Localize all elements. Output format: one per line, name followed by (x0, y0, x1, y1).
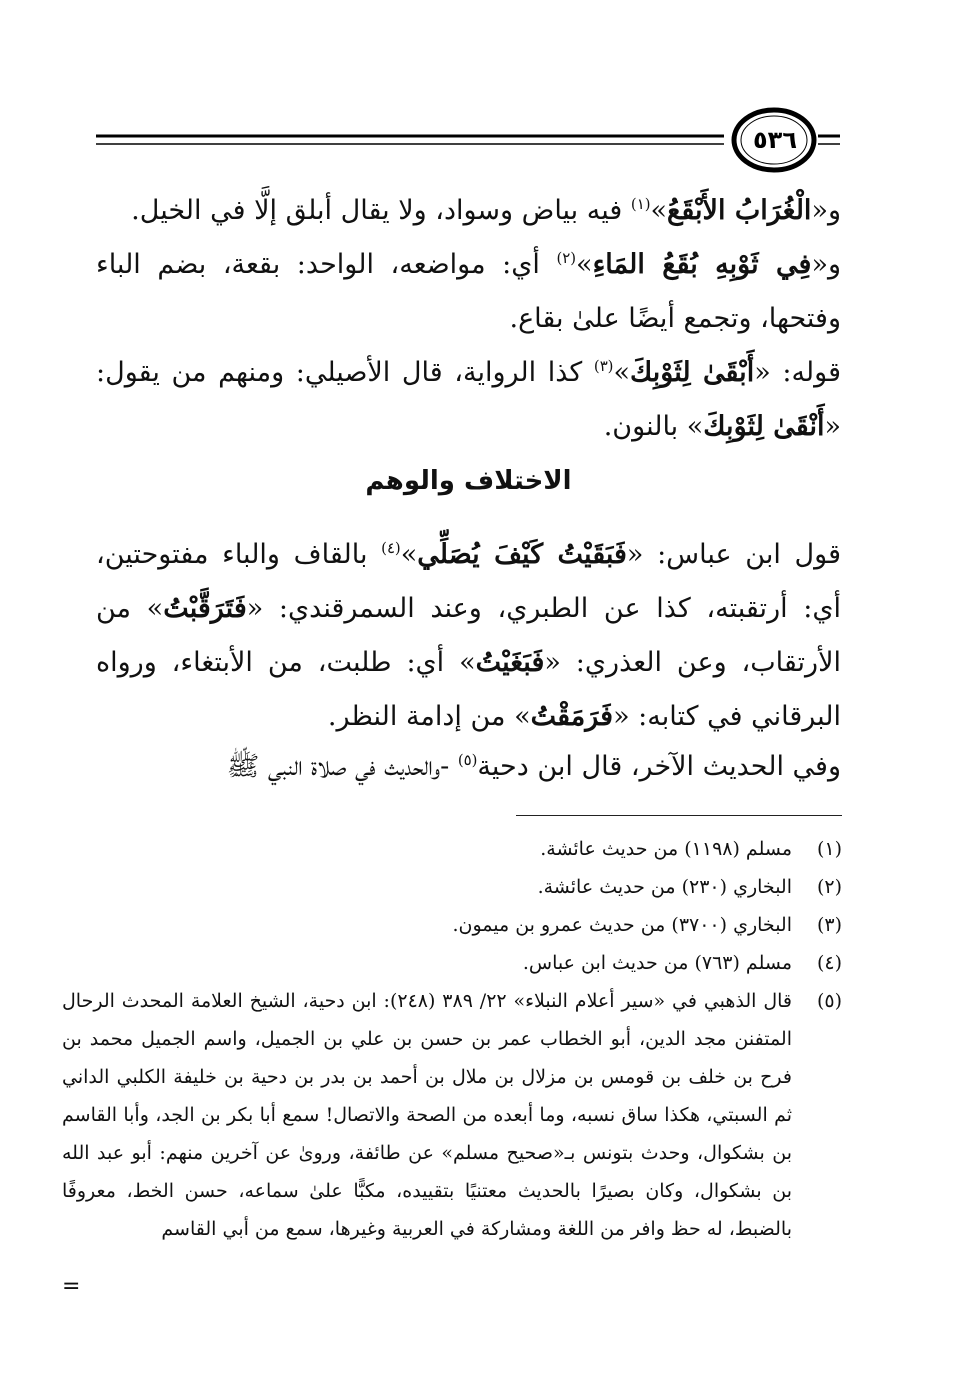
quoted-term: الْغُرَابُ الأَبْقَعُ (667, 195, 812, 226)
footnote-ref: (٣) (593, 357, 614, 375)
paragraph-1: و«الْغُرَابُ الأَبْقَعُ»$^{(١)}$ فيه بياض وسواد، ولا يقال أبلق إلَّا في الخيل. (131, 195, 841, 226)
paragraph-5: وفي الحديث الآخر، قال ابن دحية$^{(٥)}$ -والحديث في صلاة النبي ﷺ (226, 751, 841, 782)
quoted-term: فَبَغَيْتُ (475, 647, 545, 678)
page-number: ٥٣٦ (753, 126, 797, 154)
section-heading: الاختلاف والوهم (365, 466, 572, 496)
quoted-term: أَنْقَىٰ لِثَوْبِكَ (703, 411, 825, 442)
footnote-ref: (٢) (556, 249, 577, 267)
footnote-1 (62, 830, 842, 868)
footnote-3 (62, 906, 842, 944)
footnote-text: مسلم (٧٦٣) من حديث ابن عباس. (522, 952, 792, 974)
paragraph-2: و«فِي ثَوْبِهِ بُقَعُ المَاءِ»$^{(٢)}$ أي: مواضعه، الواحد: بقعة، بضم الباء وفتحها، وتجمع أيضًا علىٰ بقاع. (96, 249, 841, 334)
paragraph-3: قوله: «أَبْقَىٰ لِثَوْبِكَ»$^{(٣)}$ كذا الرواية، قال الأصيلي: ومنهم من يقول: «أَنْقَىٰ لِثَوْبِكَ» بالنون. (96, 357, 842, 442)
footnote-2 (62, 868, 842, 906)
footnote-ref: (٤) (381, 539, 401, 557)
footnote-number: (٥) (816, 990, 842, 1012)
footnote-separator (516, 815, 842, 816)
footnote-number: (١) (816, 838, 842, 860)
quoted-term: أَبْقَىٰ لِثَوْبِكَ (630, 357, 755, 388)
footnote-number: (٣) (816, 914, 842, 936)
footnote-text: البخاري (٣٧٠٠) من حديث عمرو بن ميمون. (452, 914, 792, 936)
footnote-5 (62, 982, 842, 1248)
quoted-term: فَتَرَقَّبْتُ (163, 593, 247, 624)
footnote-text: قال الذهبي في «سير أعلام النبلاء» ٢٢/ ٣٨٩ (٢٤٨): ابن دحية، الشيخ العلامة المحدث الرحال المتفنن مجد الدين، أبو الخطاب عمر بن حسن بن علي بن الجميل، واسم الجميل محمد بن فرح بن خلف بن قومس بن مزلال بن ملال بن أحمد بن بدر بن دحية بن خليفة الكلبي الداني ثم السبتي، هكذا ساق نسبه، وما أبعده من الصحة والاتصال! سمع أبا بكر بن الجد، وأبا القاسم بن بشكوال، وحدث بتونس بـ«صحيح مسلم» عن طائفة، وروىٰ عن آخرين منهم: أبو عبد الله بن بشكوال، وكان بصيرًا بالحديث معتنيًا بتقييده، مكبًّا علىٰ سماعه، حسن الخط، معروفًا بالضبط، له حظ وافر من اللغة ومشاركة في العربية وغيرها، سمع من أبي القاسم (62, 990, 793, 1240)
quoted-term: فِي ثَوْبِهِ بُقَعُ المَاءِ (592, 249, 812, 280)
paragraph-4: قول ابن عباس: «فَبَقَيْتُ كَيْفَ يُصَلِّي»$^{(٤)}$ بالقاف والباء مفتوحتين، أي: أرتقبته، كذا عن الطبري، وعند السمرقندي: «فَتَرَقَّبْتُ» من الأرتقاب، وعن العذري: «فَبَغَيْتُ» أي: طلبت، من الأبتغاء، ورواه البرقاني في كتابه: «فَرَمَقْتُ» من إدامة النظر. (96, 539, 842, 732)
quoted-term: فَرَمَقْتُ (530, 701, 614, 732)
footnote-4 (62, 944, 842, 982)
footnote-text: مسلم (١١٩٨) من حديث عائشة. (540, 838, 792, 860)
footnotes (62, 830, 842, 1248)
footnote-number: (٤) (816, 952, 842, 974)
footnote-ref: (١) (630, 195, 651, 213)
continuation-mark: = (62, 1274, 81, 1299)
footnote-number: (٢) (816, 876, 842, 898)
quoted-term: فَبَقَيْتُ كَيْفَ يُصَلِّي (417, 539, 627, 570)
footnote-ref: (٥) (457, 751, 478, 769)
page-header-ornament (96, 106, 840, 176)
footnote-text: البخاري (٢٣٠) من حديث عائشة. (537, 876, 792, 898)
